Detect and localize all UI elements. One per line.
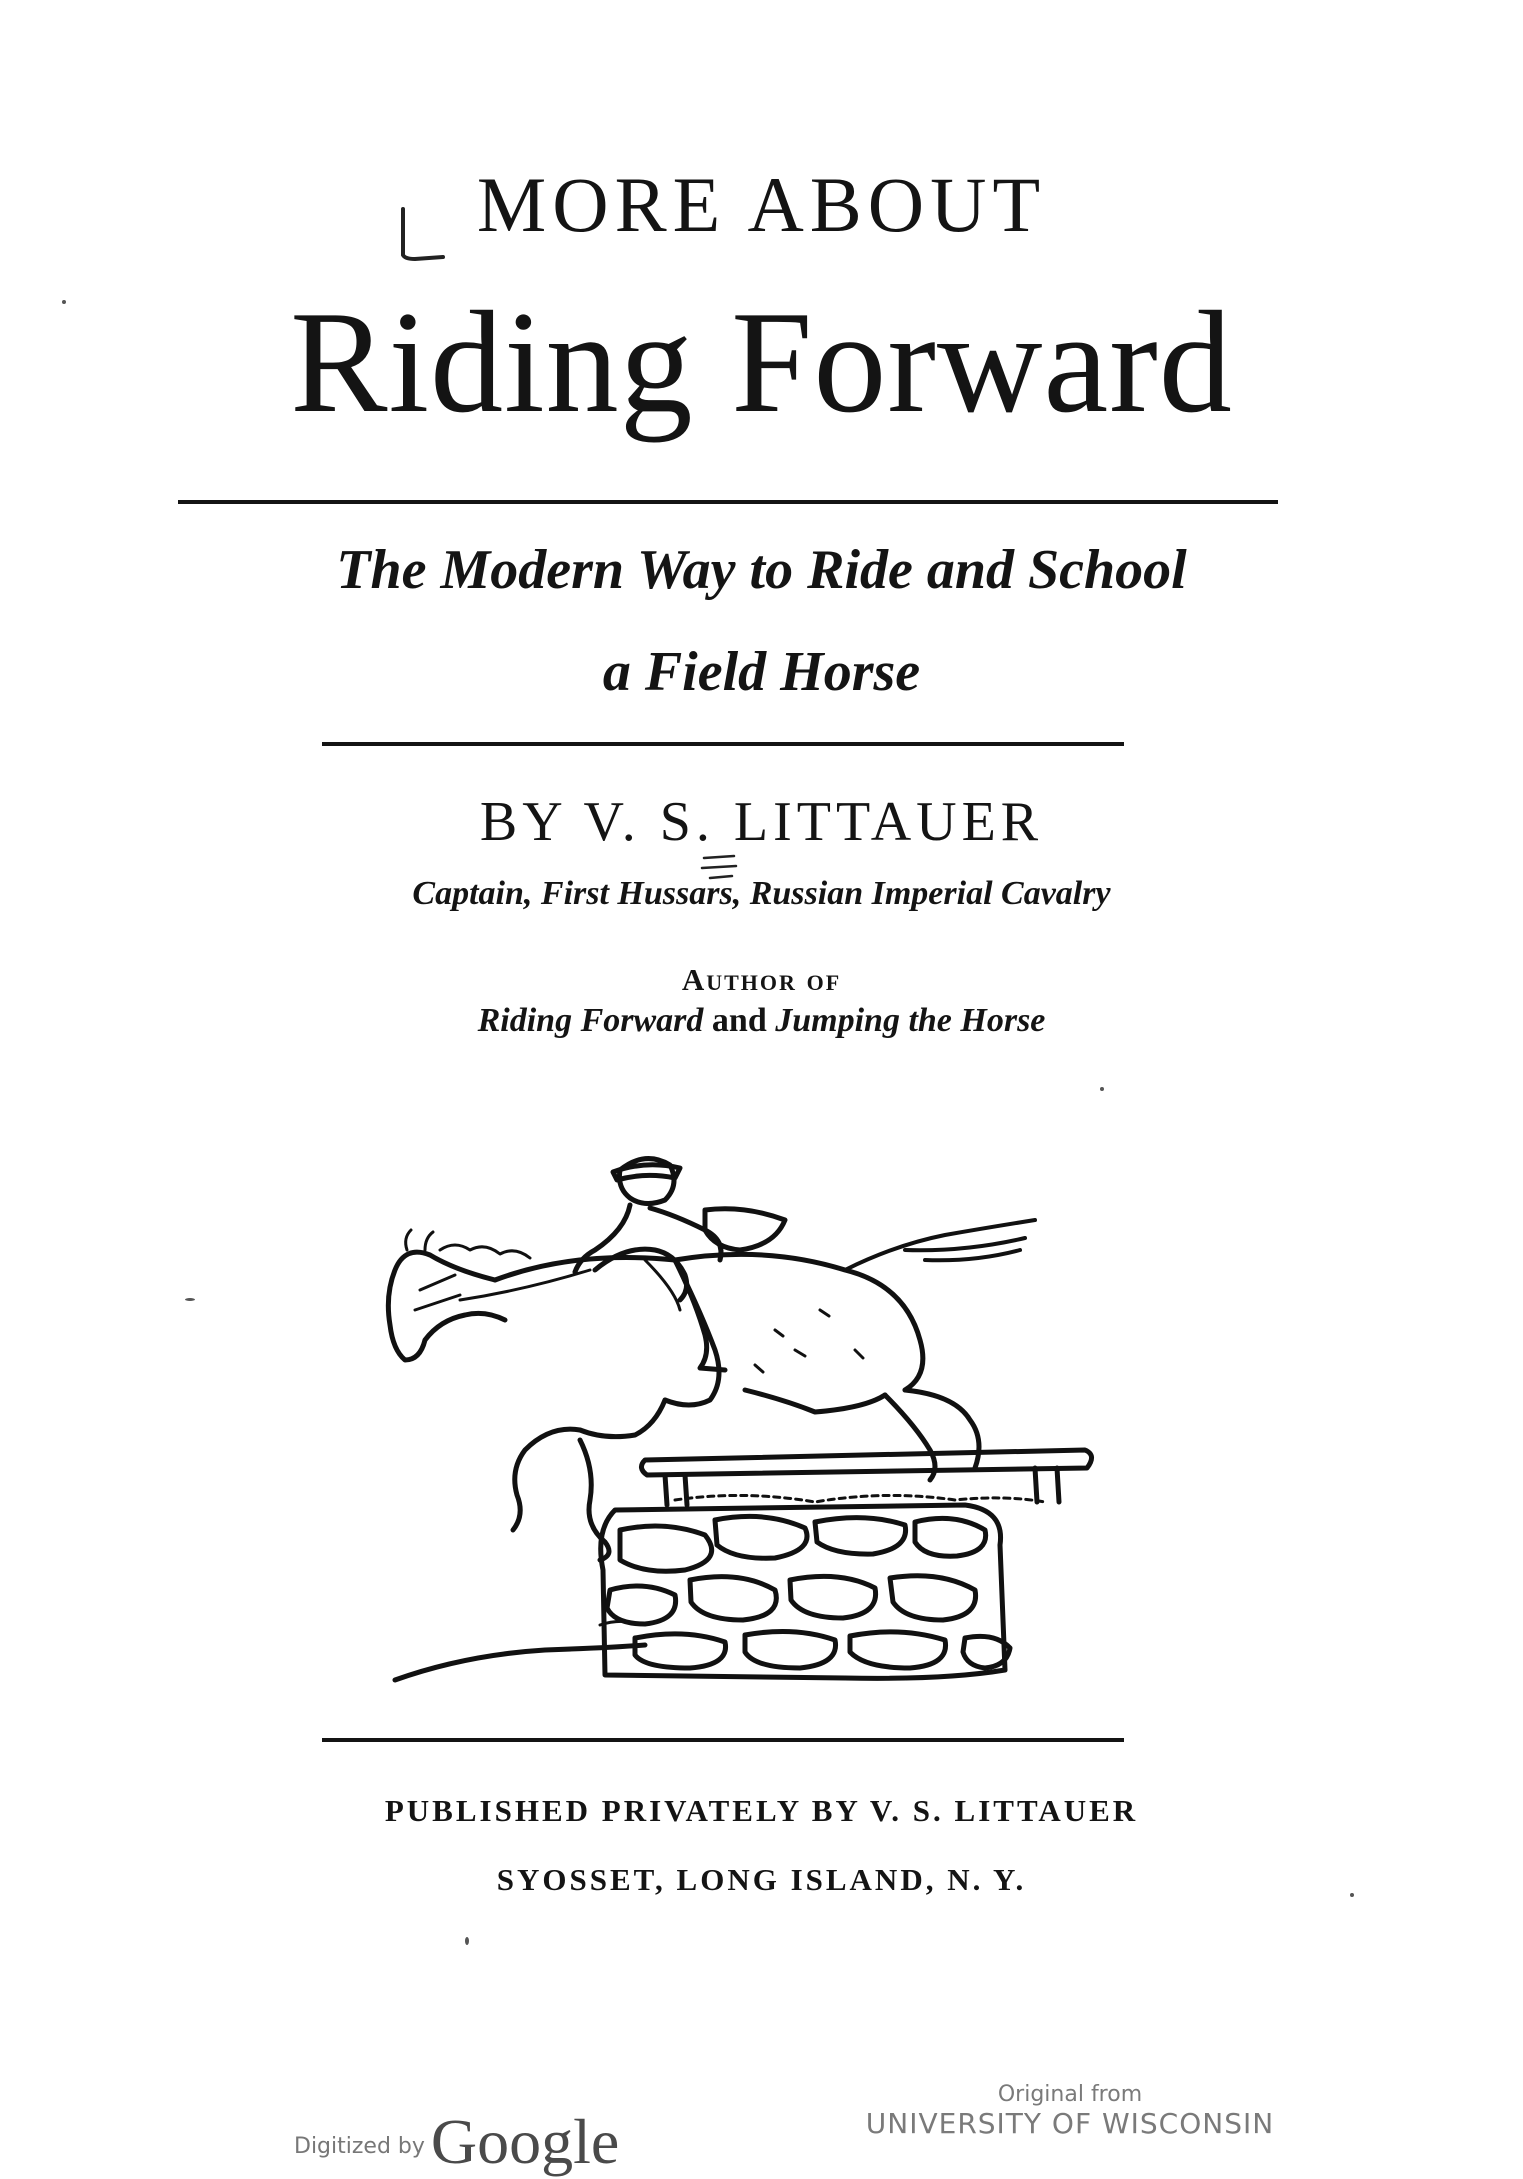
scan-speck — [185, 1298, 195, 1301]
work-title-jumping-the-horse: Jumping the Horse — [775, 1002, 1046, 1039]
author-credential: Captain, First Hussars, Russian Imperial Cavalry — [412, 875, 1111, 912]
horse-jumping-illustration — [345, 1150, 1125, 1710]
jump-rail-icon — [641, 1450, 1091, 1505]
stone-wall-icon — [601, 1505, 1010, 1678]
scan-speck — [62, 300, 66, 304]
author-previous-works — [0, 1002, 1523, 1040]
digitized-by-credit — [294, 2105, 619, 2179]
works-conjunction: and — [703, 1002, 776, 1039]
book-title: Riding Forward — [290, 281, 1233, 443]
publisher-line: PUBLISHED PRIVATELY BY V. S. LITTAUER — [384, 1793, 1139, 1828]
digitized-by-label: Digitized by — [294, 2134, 425, 2159]
publisher-location: SYOSSET, LONG ISLAND, N. Y. — [496, 1862, 1027, 1897]
institution-name: UNIVERSITY OF WISCONSIN — [865, 2107, 1275, 2140]
author-byline: BY V. S. LITTAUER — [479, 791, 1044, 853]
scan-speck — [1350, 1893, 1354, 1897]
subtitle-line-2: a Field Horse — [602, 641, 921, 703]
author-of-label: Author of — [681, 962, 842, 997]
subtitle-rule — [322, 742, 1124, 746]
top-rule — [178, 500, 1278, 504]
rider-icon — [575, 1159, 785, 1370]
bottom-rule — [322, 1738, 1124, 1742]
original-from-label: Original from — [997, 2082, 1143, 2107]
original-source-credit — [850, 2082, 1290, 2140]
scan-speck — [465, 1937, 469, 1945]
subtitle-line-1: The Modern Way to Ride and School — [336, 539, 1187, 601]
work-title-riding-forward: Riding Forward — [477, 1002, 704, 1039]
google-logo: Google — [430, 2106, 620, 2177]
scan-speck — [1100, 1087, 1104, 1091]
title-prefix: MORE ABOUT — [476, 161, 1047, 248]
